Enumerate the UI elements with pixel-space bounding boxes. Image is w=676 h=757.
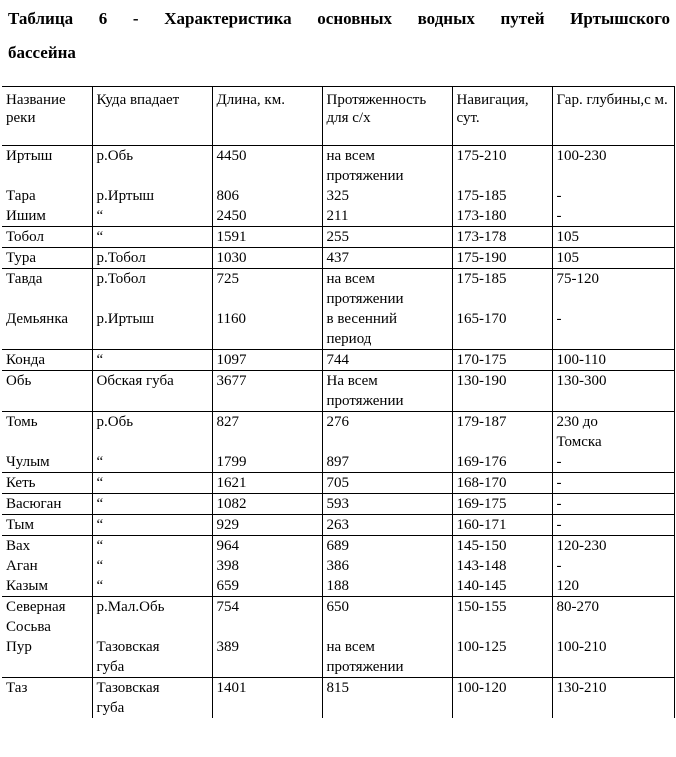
table-cell: 1621 xyxy=(212,473,322,494)
table-row xyxy=(2,248,674,269)
table-cell: 897 xyxy=(322,452,452,473)
table-cell: - xyxy=(552,556,674,576)
table-cell: Обская губа xyxy=(92,371,212,412)
table-cell: 2450 xyxy=(212,206,322,227)
table-cell: Тура xyxy=(2,248,92,269)
table-cell: 1591 xyxy=(212,227,322,248)
table-row xyxy=(2,206,674,227)
table-row xyxy=(2,556,674,576)
table-cell: 1097 xyxy=(212,350,322,371)
table-cell: 263 xyxy=(322,515,452,536)
table-cell: - xyxy=(552,515,674,536)
table-cell: “ xyxy=(92,452,212,473)
table-cell: 754 xyxy=(212,597,322,638)
table-cell: 827 xyxy=(212,412,322,453)
table-cell: 173-180 xyxy=(452,206,552,227)
table-cell: 175-190 xyxy=(452,248,552,269)
table-cell: Тазовская губа xyxy=(92,637,212,678)
table-cell: Конда xyxy=(2,350,92,371)
table-cell: - xyxy=(552,186,674,206)
table-row xyxy=(2,227,674,248)
table-cell: 130-190 xyxy=(452,371,552,412)
table-cell: “ xyxy=(92,350,212,371)
table-cell: 659 xyxy=(212,576,322,597)
table-cell: 169-175 xyxy=(452,494,552,515)
table-cell: 170-175 xyxy=(452,350,552,371)
table-row xyxy=(2,146,674,187)
table-cell: 1401 xyxy=(212,678,322,719)
table-cell: 744 xyxy=(322,350,452,371)
table-cell: 173-178 xyxy=(452,227,552,248)
table-row xyxy=(2,452,674,473)
table-cell: “ xyxy=(92,556,212,576)
table-cell: 160-171 xyxy=(452,515,552,536)
table-cell: 815 xyxy=(322,678,452,719)
table-row xyxy=(2,350,674,371)
table-row xyxy=(2,515,674,536)
table-cell: 100-110 xyxy=(552,350,674,371)
table-cell: Тавда xyxy=(2,269,92,310)
table-cell: р.Обь xyxy=(92,412,212,453)
table-cell: 130-300 xyxy=(552,371,674,412)
table-cell: на всем протяжении xyxy=(322,146,452,187)
table-cell: Пур xyxy=(6,639,32,655)
table-cell: “ xyxy=(92,227,212,248)
table-cell: 120 xyxy=(552,576,674,597)
table-cell: на всем протяжении xyxy=(322,637,452,678)
rivers-table-container xyxy=(2,86,674,718)
table-cell: 230 до Томска xyxy=(552,412,674,453)
table-cell: 255 xyxy=(322,227,452,248)
table-cell: 964 xyxy=(212,536,322,557)
table-cell: “ xyxy=(92,206,212,227)
table-cell: р.Обь xyxy=(92,146,212,187)
table-cell: 165-170 xyxy=(452,309,552,350)
table-cell: 1799 xyxy=(212,452,322,473)
table-cell: Ишим xyxy=(6,208,46,224)
table-cell: - xyxy=(552,452,674,473)
table-cell: 437 xyxy=(322,248,452,269)
table-cell: - xyxy=(552,206,674,227)
table-cell: 145-150 xyxy=(452,536,552,557)
table-cell: Вах xyxy=(2,536,92,557)
table-cell: Аган xyxy=(6,558,38,574)
table-cell: 1082 xyxy=(212,494,322,515)
header-cell: Длина, км. xyxy=(212,87,322,146)
table-cell: Северная Сосьва xyxy=(2,597,92,638)
table-cell: 4450 xyxy=(212,146,322,187)
header-cell: Навигация, сут. xyxy=(452,87,552,146)
table-cell: 179-187 xyxy=(452,412,552,453)
table-cell: р.Иртыш xyxy=(92,309,212,350)
table-cell: 398 xyxy=(212,556,322,576)
table-cell: - xyxy=(552,473,674,494)
table-cell: 1030 xyxy=(212,248,322,269)
table-cell: Кеть xyxy=(2,473,92,494)
table-cell: 130-210 xyxy=(552,678,674,719)
table-title-line2: бассейна xyxy=(8,43,76,62)
table-cell: р.Иртыш xyxy=(92,186,212,206)
table-row xyxy=(2,536,674,557)
table-cell: Демьянка xyxy=(6,311,69,327)
table-cell: 806 xyxy=(212,186,322,206)
table-cell: 929 xyxy=(212,515,322,536)
table-cell: 593 xyxy=(322,494,452,515)
table-cell: - xyxy=(552,494,674,515)
table-cell: 120-230 xyxy=(552,536,674,557)
table-cell: 325 xyxy=(322,186,452,206)
table-cell: Тазовская губа xyxy=(92,678,212,719)
table-cell: 100-120 xyxy=(452,678,552,719)
table-cell: 389 xyxy=(212,637,322,678)
table-cell: 175-185 xyxy=(452,269,552,310)
table-row xyxy=(2,309,674,350)
table-cell: 211 xyxy=(322,206,452,227)
table-cell: 650 xyxy=(322,597,452,638)
table-cell: 1160 xyxy=(212,309,322,350)
table-title-line1: Таблица 6 - Характеристика основных водных путей Иртышского xyxy=(8,9,670,28)
table-cell: Тара xyxy=(6,188,36,204)
table-cell: 140-145 xyxy=(452,576,552,597)
table-cell: 100-125 xyxy=(452,637,552,678)
rivers-table xyxy=(2,86,675,718)
table-cell: 188 xyxy=(322,576,452,597)
table-cell: 100-210 xyxy=(552,637,674,678)
table-cell: р.Тобол xyxy=(92,248,212,269)
header-cell: Гар. глубины,с м. xyxy=(552,87,674,146)
table-title xyxy=(8,2,670,70)
table-row xyxy=(2,186,674,206)
table-cell: 175-185 xyxy=(452,186,552,206)
table-cell: “ xyxy=(92,576,212,597)
table-cell: Обь xyxy=(2,371,92,412)
table-cell: Васюган xyxy=(2,494,92,515)
table-cell: 105 xyxy=(552,248,674,269)
table-cell: Казым xyxy=(6,578,48,594)
table-cell: “ xyxy=(92,515,212,536)
table-cell: Тым xyxy=(2,515,92,536)
table-row xyxy=(2,371,674,412)
table-row xyxy=(2,597,674,638)
table-cell: Иртыш xyxy=(2,146,92,187)
table-cell: р.Мал.Обь xyxy=(92,597,212,638)
table-cell: 168-170 xyxy=(452,473,552,494)
table-row xyxy=(2,473,674,494)
table-row xyxy=(2,494,674,515)
table-cell: Тобол xyxy=(2,227,92,248)
table-cell: Чулым xyxy=(6,454,50,470)
table-cell: 169-176 xyxy=(452,452,552,473)
table-cell: 689 xyxy=(322,536,452,557)
table-cell: 100-230 xyxy=(552,146,674,187)
table-cell: На всем протяжении xyxy=(322,371,452,412)
table-cell: 386 xyxy=(322,556,452,576)
table-cell: 3677 xyxy=(212,371,322,412)
table-header-row xyxy=(2,87,674,146)
table-cell: в весенний период xyxy=(322,309,452,350)
table-cell: р.Тобол xyxy=(92,269,212,310)
header-cell: Название реки xyxy=(2,87,92,146)
table-row xyxy=(2,412,674,453)
table-cell: “ xyxy=(92,494,212,515)
table-cell: - xyxy=(552,309,674,350)
table-cell: “ xyxy=(92,473,212,494)
table-cell: 105 xyxy=(552,227,674,248)
table-cell: 75-120 xyxy=(552,269,674,310)
table-cell: 150-155 xyxy=(452,597,552,638)
header-cell: Куда впадает xyxy=(92,87,212,146)
table-cell: 725 xyxy=(212,269,322,310)
table-cell: Томь xyxy=(2,412,92,453)
table-cell: Таз xyxy=(2,678,92,719)
table-cell: 276 xyxy=(322,412,452,453)
table-cell: 175-210 xyxy=(452,146,552,187)
table-cell: 80-270 xyxy=(552,597,674,638)
table-row xyxy=(2,576,674,597)
table-cell: 705 xyxy=(322,473,452,494)
table-row xyxy=(2,678,674,719)
table-cell: 143-148 xyxy=(452,556,552,576)
table-row xyxy=(2,269,674,310)
table-row xyxy=(2,637,674,678)
table-cell: “ xyxy=(92,536,212,557)
table-cell: на всем протяжении xyxy=(322,269,452,310)
header-cell: Протяженность для с/х xyxy=(322,87,452,146)
